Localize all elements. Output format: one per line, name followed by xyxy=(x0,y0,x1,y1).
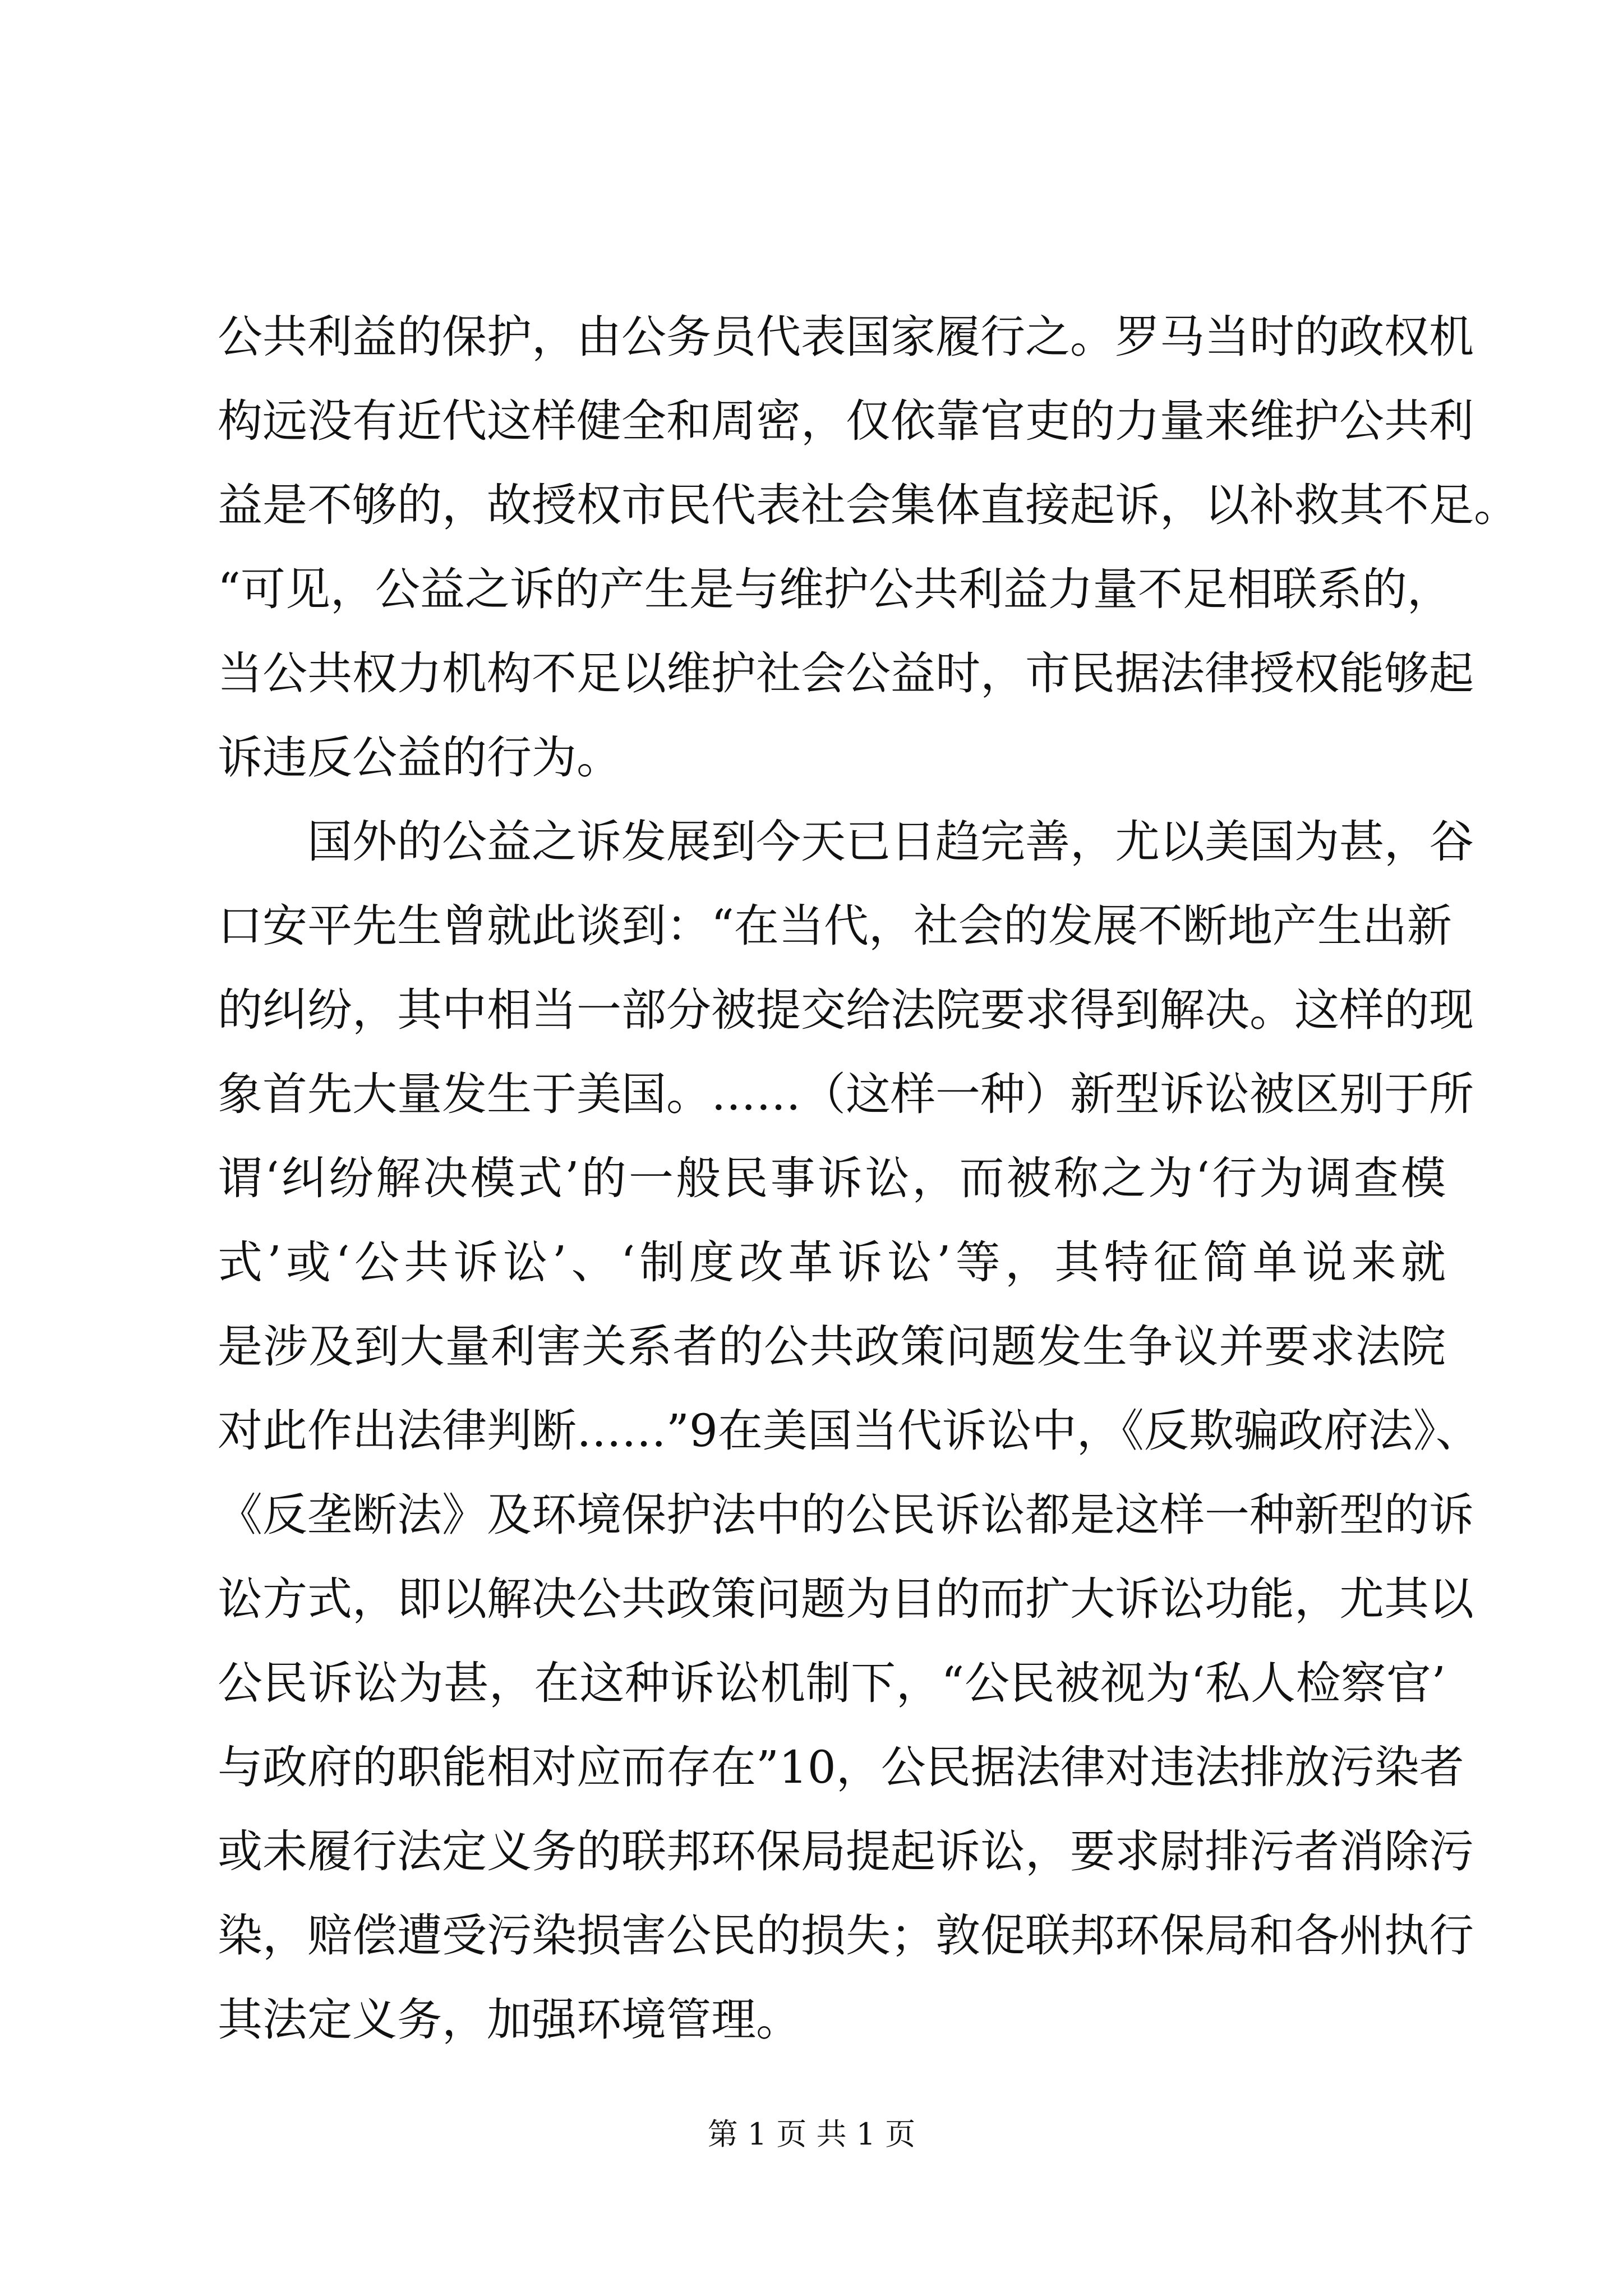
text-line: 象首先大量发生于美国。……（这样一种）新型诉讼被区别于所 xyxy=(218,1068,1474,1120)
text-line: 的纠纷，其中相当一部分被提交给法院要求得到解决。这样的现 xyxy=(218,984,1474,1036)
text-line: 对此作出法律判断……”9在美国当代诉讼中，《反欺骗政府法》、 xyxy=(218,1405,1481,1457)
text-line: 公共利益的保护，由公务员代表国家履行之。罗马当时的政权机 xyxy=(218,311,1474,363)
text-line: 或未履行法定义务的联邦环保局提起诉讼，要求尉排污者消除污 xyxy=(218,1825,1474,1878)
text-line: 公民诉讼为甚，在这种诉讼机制下，“公民被视为‘私人检察官’ xyxy=(218,1657,1446,1709)
text-line: 染，赔偿遭受污染损害公民的损失；敦促联邦环保局和各州执行 xyxy=(218,1910,1474,1962)
text-line: 当公共权力机构不足以维护社会公益时，市民据法律授权能够起 xyxy=(218,647,1474,700)
text-line: 式’或‘公共诉讼’、‘制度改革诉讼’等，其特征简单说来就 xyxy=(218,1236,1446,1289)
text-line: 国外的公益之诉发展到今天已日趋完善，尤以美国为甚，谷 xyxy=(218,816,1474,868)
text-line: 谓‘纠纷解决模式’的一般民事诉讼，而被称之为‘行为调查模 xyxy=(218,1152,1446,1204)
page-footer xyxy=(0,2115,1623,2154)
document-body xyxy=(218,295,1519,2062)
text-line: 诉违反公益的行为。 xyxy=(218,731,621,784)
text-line: 与政府的职能相对应而存在”10，公民据法律对违法排放污染者 xyxy=(218,1741,1464,1793)
text-line: 是涉及到大量利害关系者的公共政策问题发生争议并要求法院 xyxy=(218,1320,1446,1373)
text-line: 其法定义务，加强环境管理。 xyxy=(218,1994,801,2046)
text-line: 讼方式，即以解决公共政策问题为目的而扩大诉讼功能，尤其以 xyxy=(218,1573,1474,1625)
text-line: 口安平先生曾就此谈到：“在当代，社会的发展不断地产生出新 xyxy=(218,900,1452,952)
text-line: “可见，公益之诉的产生是与维护公共利益力量不足相联系的， xyxy=(218,563,1452,615)
text-line: 构远没有近代这样健全和周密，仅依靠官吏的力量来维护公共利 xyxy=(218,395,1474,447)
page-number-label: 第 1 页 共 1 页 xyxy=(707,2116,916,2152)
text-line: 益是不够的，故授权市民代表社会集体直接起诉，以补救其不足。 xyxy=(218,479,1519,531)
text-line: 《反垄断法》及环境保护法中的公民诉讼都是这样一种新型的诉 xyxy=(218,1489,1474,1541)
